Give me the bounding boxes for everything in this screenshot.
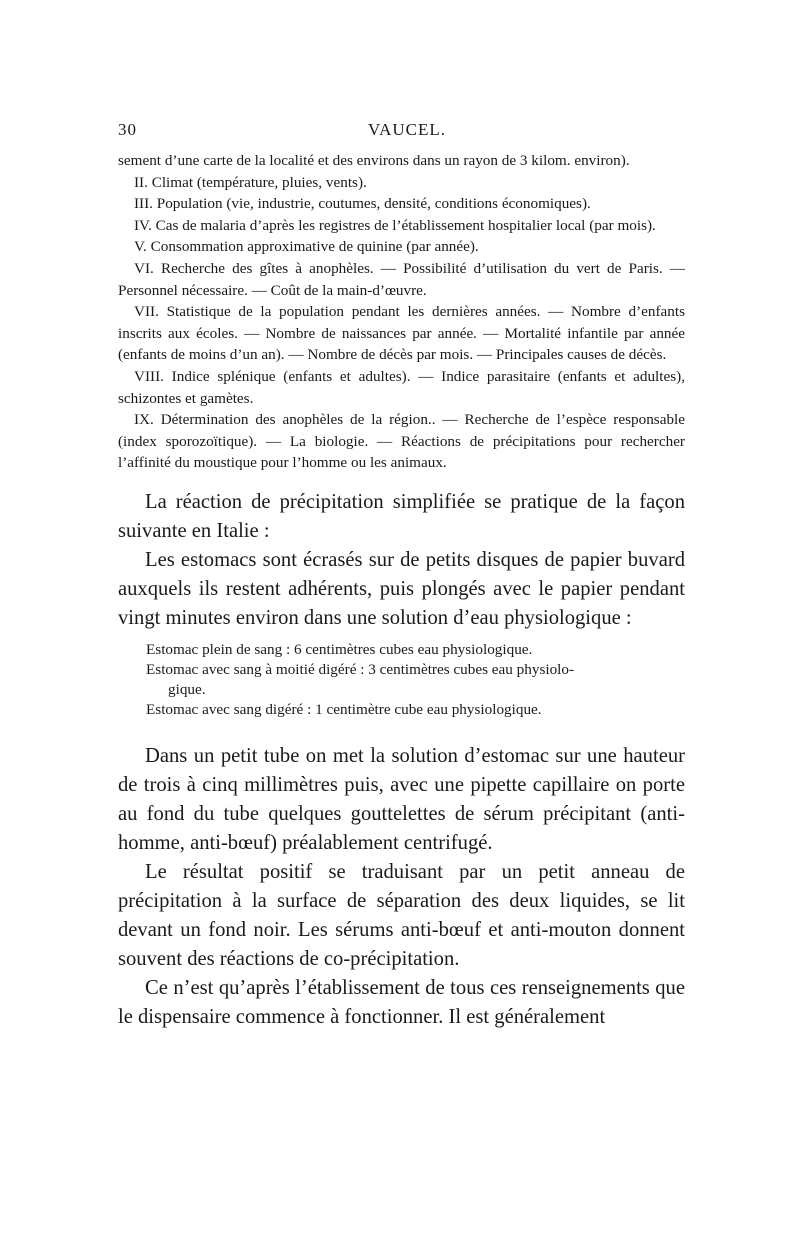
paragraph: La réaction de précipitation simplifiée se pratique de la façon suivante en Italie : bbox=[118, 490, 685, 542]
dilution-line: Estomac avec sang digéré : 1 centimètre cube eau physiologique. bbox=[146, 700, 542, 718]
intro-text bbox=[118, 488, 685, 633]
list-item: VII. Statistique de la population pendant les dernières années. — Nombre d’enfants inscrits aux écoles. — Nombre de naissances par année. — Mortalité infantile par année (enfants de moins d’un an). — Nombre de décès par mois. — Principales causes de décès. bbox=[118, 303, 685, 364]
dilution-line: Estomac avec sang à moitié digéré : 3 centimètres cubes eau physiolo- bbox=[146, 660, 575, 678]
list-item: sement d’une carte de la localité et des environs dans un rayon de 3 kilom. environ). bbox=[118, 152, 630, 169]
list-item: IV. Cas de malaria d’après les registres de l’établissement hospitalier local (par mois). bbox=[134, 216, 656, 234]
book-page bbox=[118, 114, 685, 1032]
closing-text bbox=[118, 742, 685, 1032]
paragraph: Dans un petit tube on met la solution d’estomac sur une hauteur de trois à cinq millimètres puis, avec une pipette capillaire on porte au fond du tube quelques gouttelettes de sérum précipitant (anti-homme, anti-bœuf) préalablement centrifugé. bbox=[118, 744, 685, 854]
running-head: VAUCEL. bbox=[368, 120, 446, 139]
dilution-line: Estomac plein de sang : 6 centimètres cubes eau physiologique. bbox=[146, 640, 533, 658]
dilution-line-continuation: gique. bbox=[168, 680, 206, 698]
page-header bbox=[118, 114, 685, 150]
list-item: III. Population (vie, industrie, coutumes, densité, conditions économiques). bbox=[134, 195, 591, 213]
list-item: VIII. Indice splénique (enfants et adultes). — Indice parasitaire (enfants et adultes), schizontes et gamètes. bbox=[118, 367, 685, 407]
paragraph: Le résultat positif se traduisant par un petit anneau de précipitation à la surface de séparation des deux liquides, se lit devant un fond noir. Les sérums anti-bœuf et anti-mouton donnent souvent des réactions de co-précipitation. bbox=[118, 860, 685, 970]
list-item: II. Climat (température, pluies, vents). bbox=[134, 173, 367, 191]
paragraph: Les estomacs sont écrasés sur de petits disques de papier buvard auxquels ils restent adhérents, puis plongés avec le papier pendant vingt minutes environ dans une solution d’eau physiologique : bbox=[118, 548, 685, 629]
survey-list bbox=[118, 150, 685, 474]
page-number: 30 bbox=[118, 120, 137, 139]
dilution-list bbox=[146, 640, 685, 720]
list-item: VI. Recherche des gîtes à anophèles. — Possibilité d’utilisation du vert de Paris. — Personnel nécessaire. — Coût de la main-d’œuvre. bbox=[118, 259, 685, 299]
list-item: V. Consommation approximative de quinine (par année). bbox=[134, 238, 479, 256]
list-item: IX. Détermination des anophèles de la région.. — Recherche de l’espèce responsable (index sporozoïtique). — La biologie. — Réactions de précipitations pour rechercher l’affinité du moustique pour l’homme ou les animaux. bbox=[118, 411, 685, 472]
paragraph: Ce n’est qu’après l’établissement de tous ces renseignements que le dispensaire commence à fonctionner. Il est généralement bbox=[118, 976, 685, 1028]
